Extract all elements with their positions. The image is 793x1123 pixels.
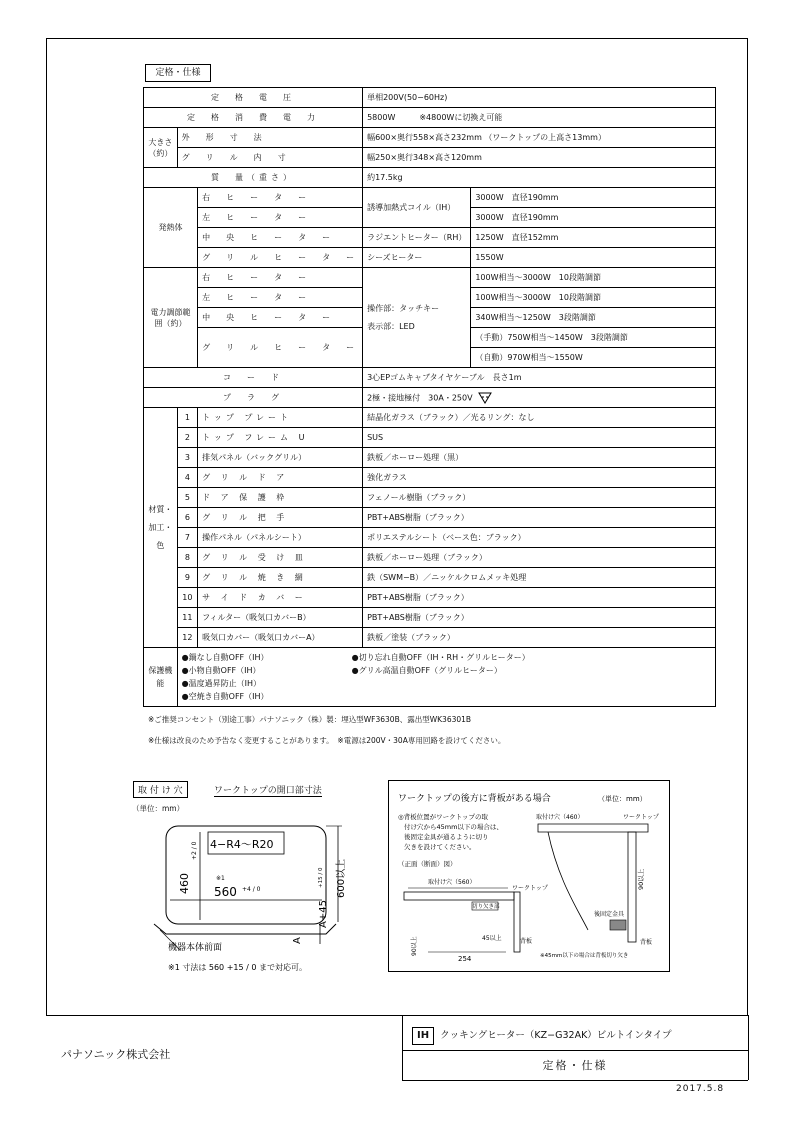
dim-460: 460: [178, 873, 191, 894]
product-name: クッキングヒーター（KZ−G32AK）ビルトインタイプ: [440, 1030, 672, 1041]
backboard-label-2: 背板: [640, 939, 653, 946]
spec-value: 幅600×奥行558×高さ232mm （ワークトップの上高さ13mm）: [363, 128, 716, 148]
material-value: 鉄板／ホーロー処理（ブラック）: [363, 548, 716, 568]
material-value: 鉄（SWM−B）／ニッケルクロムメッキ処理: [363, 568, 716, 588]
power-name: 左 ヒ ー タ ー: [198, 288, 363, 308]
dim-45: 45以上: [482, 935, 502, 942]
material-value: PBT+ABS樹脂（ブラック）: [363, 588, 716, 608]
material-value: 鉄板／塗装（ブラック）: [363, 628, 716, 648]
bracket-label: 後固定金具: [594, 911, 625, 918]
table-row: [144, 468, 716, 488]
front-section-label: （正面（断面）図）: [398, 860, 457, 868]
side-backboard: [628, 832, 636, 942]
power-value: （自動）970W相当〜1550W: [471, 348, 716, 368]
material-value: 鉄板／ホーロー処理（黒）: [363, 448, 716, 468]
table-row: [144, 508, 716, 528]
table-row: [144, 108, 716, 128]
dim-a45-tol: +15 / 0: [318, 867, 324, 888]
size-group: 大きさ（約）: [144, 128, 178, 168]
protection-item: ●切り忘れ自動OFF（IH・RH・グリルヒーター）: [351, 653, 530, 662]
material-no: 9: [177, 568, 197, 588]
dim-254: 254: [458, 955, 472, 963]
table-row: [144, 628, 716, 648]
material-name: 操作パネル（パネルシート）: [198, 528, 363, 548]
dim-600: 600以上: [336, 858, 347, 898]
protection-group: 保護機能: [144, 648, 178, 707]
backboard-note-line: 後固定金具が通るように切り: [404, 833, 489, 841]
table-row: [144, 448, 716, 468]
backboard-note-line: 付け穴から45mm以下の場合は、: [404, 823, 503, 831]
material-name: フィルター（吸気口カバーB）: [198, 608, 363, 628]
heater-type: ラジエントヒーター（RH）: [363, 228, 471, 248]
material-name: トップ プレート: [198, 408, 363, 428]
dim-a: A: [292, 937, 303, 944]
spec-value: 幅250×奥行348×高さ120mm: [363, 148, 716, 168]
spec-value: 3心EPゴムキャブタイヤケーブル 長さ1m: [363, 368, 716, 388]
table-row: [144, 568, 716, 588]
material-value: PBT+ABS樹脂（ブラック）: [363, 508, 716, 528]
table-row: [144, 148, 716, 168]
dim-460-tol: +2 / 0: [191, 841, 198, 860]
power-value: 100W相当〜3000W 10段階調節: [471, 288, 716, 308]
dim-90: 90以上: [637, 868, 645, 890]
backboard-label: 背板: [520, 938, 533, 945]
material-no: 3: [177, 448, 197, 468]
material-no: 7: [177, 528, 197, 548]
material-name: グ リ ル ド ア: [198, 468, 363, 488]
spec-label: グ リ ル 内 寸: [177, 148, 362, 168]
material-name: サ イ ド カ バ ー: [198, 588, 363, 608]
ground-plug-icon: [478, 392, 492, 404]
hole-460: 取付け穴（460）: [536, 814, 584, 821]
table-row: [144, 648, 716, 707]
titleblock-bottom: [402, 1080, 748, 1081]
heater-name: 右 ヒ ー タ ー: [198, 188, 363, 208]
dim-560-tol: +4 / 0: [242, 886, 261, 893]
spec-value: 5800W ※4800Wに切換え可能: [363, 108, 716, 128]
material-name: トップ フレーム U: [198, 428, 363, 448]
table-row: [144, 528, 716, 548]
material-no: 12: [177, 628, 197, 648]
material-value: 結晶化ガラス（ブラック）／光るリング：なし: [363, 408, 716, 428]
note-disclaimer: ※仕様は改良のため予告なく変更することがあります。 ※電源は200V・30A専用回路を設けてください。: [148, 736, 506, 745]
table-row: [144, 408, 716, 428]
spec-label: プ ラ グ: [144, 388, 363, 408]
spec-label: 定 格 消 費 電 力: [144, 108, 363, 128]
doc-date: 2017.5.8: [676, 1084, 725, 1094]
material-value: SUS: [363, 428, 716, 448]
appliance-front: [154, 924, 336, 934]
heater-value: 1550W: [471, 248, 716, 268]
material-name: グ リ ル 受 け 皿: [198, 548, 363, 568]
heater-value: 3000W 直径190mm: [471, 188, 716, 208]
material-group: 材質・加工・色: [144, 408, 178, 648]
power-display: 表示部：LED: [367, 321, 415, 331]
spec-value: 単相200V(50−60Hz): [363, 88, 716, 108]
material-name: 排気パネル（バックグリル）: [198, 448, 363, 468]
table-row: [144, 388, 716, 408]
backboard-note-line: ◎背板位置がワークトップの取: [398, 813, 488, 821]
doc-subtitle: 定格・仕様: [542, 1059, 608, 1072]
backboard-drawing: [388, 780, 670, 972]
cutout-footnote: ※1 寸法は 560 +15 / 0 まで対応可。: [168, 963, 307, 972]
rear-bracket: [610, 920, 626, 930]
side-body-curve: [548, 832, 588, 930]
table-row: [144, 248, 716, 268]
power-group: 電力調節範囲（約）: [144, 268, 198, 368]
power-value: 340W相当〜1250W 3段階調節: [471, 308, 716, 328]
notch-label: 切り欠き部: [472, 904, 500, 910]
material-no: 11: [177, 608, 197, 628]
spec-value: 2極・接地極付 30A・250V: [367, 393, 473, 402]
dim-a45: A+45: [318, 900, 329, 928]
material-name: グ リ ル 焼 き 網: [198, 568, 363, 588]
table-row: [144, 368, 716, 388]
heater-type: シーズヒーター: [363, 248, 471, 268]
section-title: 定格・仕様: [145, 64, 211, 82]
protection-item: ●温度過昇防止（IH）: [181, 679, 262, 688]
backboard-title: ワークトップの後方に背板がある場合: [398, 794, 551, 804]
corner-label: 4−R4〜R20: [210, 838, 274, 851]
worktop-label: ワークトップ: [623, 814, 659, 821]
hole-560: 取付け穴（560）: [428, 879, 476, 886]
spec-label: コ ー ド: [144, 368, 363, 388]
dim-560-mark: ※1: [216, 875, 225, 882]
spec-value: 約17.5kg: [363, 168, 716, 188]
power-name: グ リ ル ヒ ー タ ー: [198, 328, 363, 368]
frame-bottom-line: [46, 1015, 748, 1016]
material-no: 2: [177, 428, 197, 448]
heater-value: 1250W 直径152mm: [471, 228, 716, 248]
front-label: 機器本体前面: [168, 943, 223, 953]
worktop-label-2: ワークトップ: [512, 885, 548, 892]
power-control: 操作部：タッチキー: [367, 303, 440, 313]
spec-label: 質 量（重さ）: [144, 168, 363, 188]
heater-group: 発熱体: [144, 188, 198, 268]
protection-item: ●鍋なし自動OFF（IH）: [181, 653, 269, 662]
material-name: ド ア 保 護 枠: [198, 488, 363, 508]
company-name: パナソニック株式会社: [61, 1048, 171, 1061]
cutout-box-label: 取 付 け 穴: [133, 781, 188, 798]
ih-mark: IH: [412, 1027, 434, 1045]
cutout-title: ワークトップの開口部寸法: [214, 783, 322, 797]
table-row: [144, 608, 716, 628]
material-no: 5: [177, 488, 197, 508]
material-no: 10: [177, 588, 197, 608]
spec-label: 定 格 電 圧: [144, 88, 363, 108]
table-row: [144, 588, 716, 608]
side-worktop: [538, 824, 648, 832]
material-no: 1: [177, 408, 197, 428]
material-value: フェノール樹脂（ブラック）: [363, 488, 716, 508]
table-row: [144, 488, 716, 508]
protection-item: ●グリル高温自動OFF（グリルヒーター）: [351, 666, 502, 675]
material-name: 吸気口カバー（吸気口カバーA）: [198, 628, 363, 648]
material-name: グ リ ル 把 手: [198, 508, 363, 528]
material-no: 4: [177, 468, 197, 488]
spec-table: [143, 87, 716, 707]
backboard-note-line: 欠きを設けてください。: [404, 843, 476, 851]
table-row: [144, 268, 716, 288]
power-name: 中 央 ヒ ー タ ー: [198, 308, 363, 328]
front-worktop: [404, 892, 514, 900]
table-row: [144, 548, 716, 568]
table-row: [144, 128, 716, 148]
table-row: [144, 428, 716, 448]
material-value: PBT+ABS樹脂（ブラック）: [363, 608, 716, 628]
table-row: [144, 88, 716, 108]
cutout-drawing: [130, 812, 360, 992]
spec-label: 外 形 寸 法: [177, 128, 362, 148]
material-no: 6: [177, 508, 197, 528]
power-value: 100W相当〜3000W 10段階調節: [471, 268, 716, 288]
product-title: [402, 1024, 748, 1048]
ih-type: 誘導加熱式コイル（IH）: [363, 188, 471, 228]
power-name: 右 ヒ ー タ ー: [198, 268, 363, 288]
heater-name: 中 央 ヒ ー タ ー: [198, 228, 363, 248]
protection-item: ●小物自動OFF（IH）: [181, 666, 261, 675]
titleblock-right: [748, 1015, 749, 1080]
material-value: ポリエステルシート（ベース色：ブラック）: [363, 528, 716, 548]
material-value: 強化ガラス: [363, 468, 716, 488]
heater-name: 左 ヒ ー タ ー: [198, 208, 363, 228]
cutout-unit: （単位：mm）: [132, 804, 185, 813]
heater-name: グ リ ル ヒ ー タ ー: [198, 248, 363, 268]
backboard-unit: （単位：mm）: [598, 795, 647, 803]
backboard-footnote: ※45mm以下の場合は背板切り欠き: [540, 953, 629, 959]
dim-90b: 90以上: [411, 936, 418, 956]
material-no: 8: [177, 548, 197, 568]
power-value: （手動）750W相当〜1450W 3段階調節: [471, 328, 716, 348]
protection-item: ●空焼き自動OFF（IH）: [181, 692, 269, 701]
heater-value: 3000W 直径190mm: [471, 208, 716, 228]
table-row: [144, 228, 716, 248]
dim-560: 560: [214, 885, 237, 899]
table-row: [144, 168, 716, 188]
note-outlet: ※ご推奨コンセント（別途工事）パナソニック（株）製：埋込型WF3630B、露出型WK36301B: [148, 715, 472, 724]
titleblock-divider: [402, 1050, 748, 1051]
table-row: [144, 188, 716, 208]
